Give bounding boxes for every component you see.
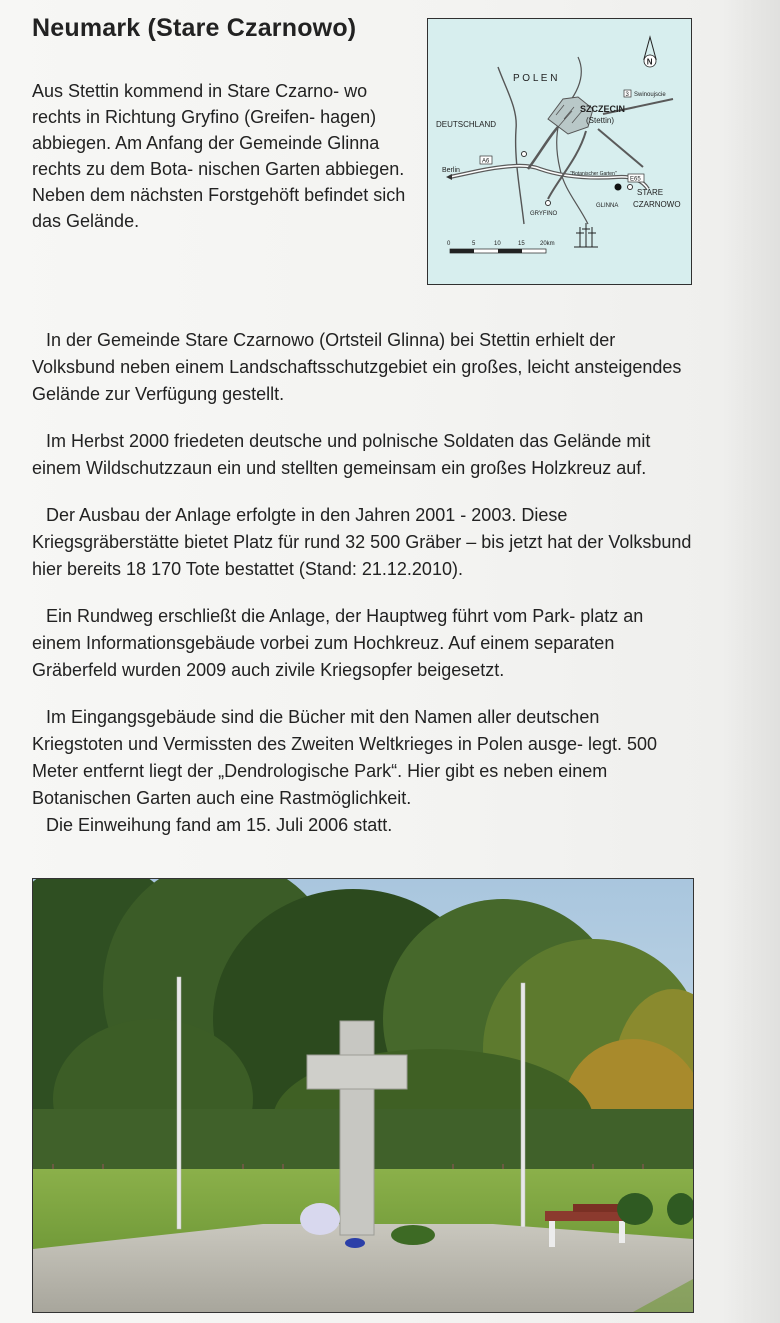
city-dot [522, 152, 527, 157]
arrow-berlin-icon [446, 174, 452, 180]
location-map-graphic [428, 19, 691, 284]
shrub [617, 1193, 653, 1225]
scale-bar [450, 249, 546, 253]
map-label-berlin: Berlin [442, 167, 460, 174]
north-label: N [646, 57, 653, 67]
scale-tick-20km: 20km [540, 241, 555, 247]
body-paragraph: Im Eingangsgebäude sind die Bücher mit den Namen aller deutschen Kriegstoten und Vermissten des Zweiten Weltkrieges in Polen ausge- legt. 500 Meter entfernt liegt der „Dendrologische Park“. Hier gibt es neben einem Botanischen Garten auch eine Rastmöglichkeit. [32, 707, 658, 808]
map-label-swinoujscie: Swinoujscie [634, 92, 666, 98]
scale-tick-10: 10 [494, 241, 501, 247]
map-label-botanischer-garten: "Botanischer Garten" [570, 171, 617, 177]
memorial-photo-graphic [33, 879, 693, 1312]
map-label-deutschland: DEUTSCHLAND [436, 120, 497, 129]
blue-wreath [345, 1238, 365, 1248]
route-badge-number: 3 [625, 92, 629, 98]
body-paragraph: Die Einweihung fand am 15. Juli 2006 statt. [46, 815, 393, 835]
page-edge-shadow [722, 0, 780, 1323]
flower-bed [391, 1225, 435, 1245]
map-label-gryfino: GRYFINO [530, 211, 558, 217]
road-e65 [598, 129, 643, 167]
flower-wreath [300, 1203, 340, 1235]
memorial-photo [32, 878, 694, 1313]
map-label-szczecin: SZCZECIN [580, 104, 625, 114]
botanic-garden-marker [615, 184, 622, 191]
border-line [498, 67, 524, 224]
stare-czarnowo-dot [628, 185, 633, 190]
location-map [427, 18, 692, 285]
map-label-stare: STARE [637, 188, 664, 197]
body-paragraph: Im Herbst 2000 friedeten deutsche und polnische Soldaten das Gelände mit einem Wildschutzzaun ein und stellten gemeinsam ein großes Holzkreuz auf. [32, 431, 651, 478]
gryfino-dot [546, 201, 551, 206]
map-label-czarnowo: CZARNOWO [633, 200, 681, 209]
map-label-polen: P O L E N [513, 73, 558, 84]
map-label-e65: E65 [630, 176, 641, 183]
body-paragraph: In der Gemeinde Stare Czarnowo (Ortsteil Glinna) bei Stettin erhielt der Volksbund neben einem Landschaftsschutzgebiet ein großes, leicht ansteigendes Gelände zur Verfügung gestellt. [32, 330, 682, 404]
flag-pole-right [521, 983, 525, 1227]
flag-pole-left [177, 977, 181, 1229]
scale-tick-5: 5 [472, 241, 476, 247]
body-text [32, 327, 692, 859]
map-label-stettin: (Stettin) [586, 116, 615, 125]
map-label-glinna: GLINNA [596, 203, 619, 209]
body-paragraph: Der Ausbau der Anlage erfolgte in den Jahren 2001 - 2003. Diese Kriegsgräberstätte bietet Platz für rund 32 500 Gräber – bis jetzt hat der Volksbund hier bereits 18 170 Tote bestattet (Stand: 21.12.2010). [32, 505, 692, 579]
cemetery-crosses-icon [574, 223, 598, 247]
scale-tick-0: 0 [447, 241, 451, 247]
directions-paragraph: Aus Stettin kommend in Stare Czarno- wo rechts in Richtung Gryfino (Greifen- hagen) abbiegen. Am Anfang der Gemeinde Glinna rechts zu dem Bota- nischen Garten abbiegen. Neben dem nächsten Forstgehöft befindet sich das Gelände. [32, 81, 406, 231]
body-paragraph: Ein Rundweg erschließt die Anlage, der Hauptweg führt vom Park- platz an einem Informationsgebäude vorbei zum Hochkreuz. Auf einem separaten Gräberfeld wurden 2009 auch zivile Kriegsopfer beigesetzt. [32, 606, 644, 680]
page-title: Neumark (Stare Czarnowo) [32, 14, 357, 42]
scale-tick-15: 15 [518, 241, 525, 247]
map-label-a6: A6 [482, 158, 490, 165]
